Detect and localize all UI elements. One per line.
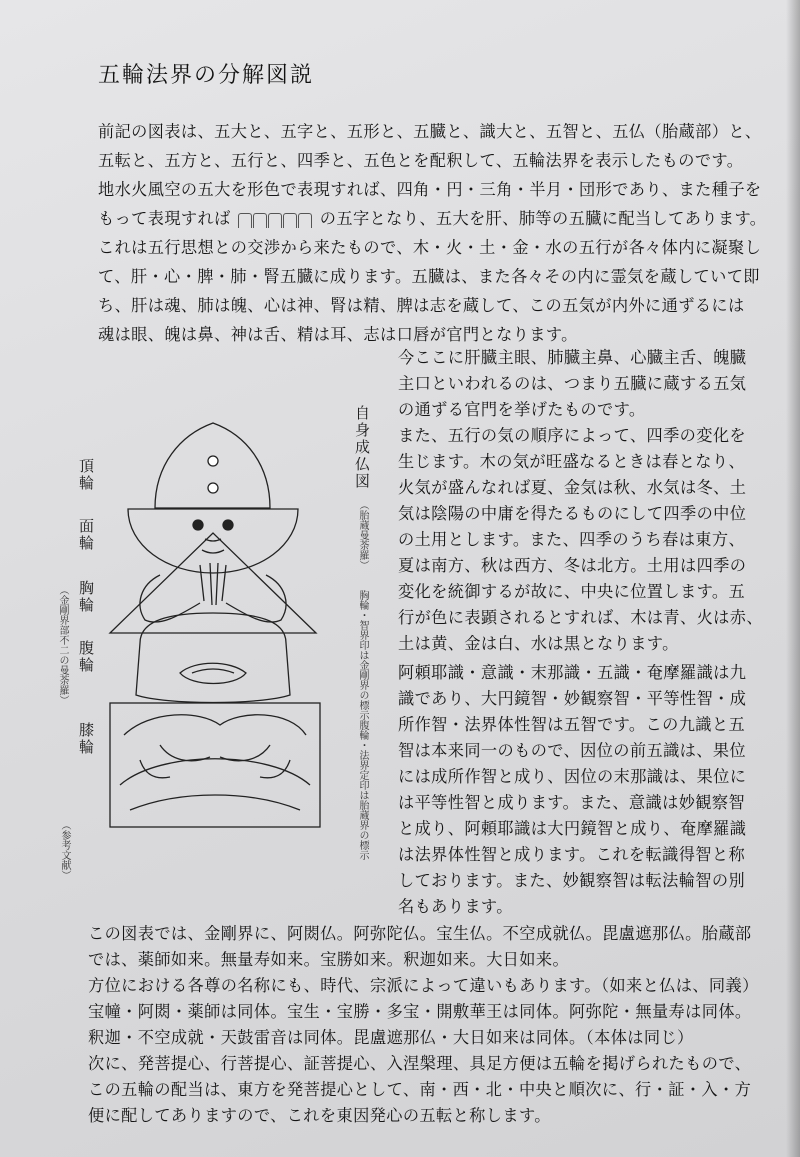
text-line: 所作智・法界体性智は五智です。この九識と五	[398, 715, 746, 734]
chest-triangle-shape	[110, 533, 316, 633]
label-crown-wheel: 頂輪	[77, 458, 95, 492]
siddham-seed-glyphs-icon	[236, 213, 314, 227]
label-knee-wheel: 膝輪	[77, 722, 95, 756]
text-line: 主口といわれるのは、つまり五臓に蔵する五気	[398, 374, 747, 393]
text-line: 智は本来同一のもので、因位の前五識は、果位	[398, 741, 747, 760]
jewel-dot	[208, 456, 218, 466]
text-line: は法界体性智と成ります。これを転識得智と称	[398, 845, 746, 864]
text-line: 五転と、五方と、五行と、四季と、五色とを配釈して、五輪法界を表示したものです。	[98, 151, 744, 170]
text-line: 釈迦・不空成就・天鼓雷音は同体。毘盧遮那仏・大日如来は同体。（本体は同じ）	[88, 1028, 694, 1047]
page-edge-shadow	[786, 0, 800, 1157]
text-line: ち、肝は魂、肺は魄、心は神、腎は精、脾は志を蔵して、この五気が内外に通ずるには	[98, 296, 745, 315]
text-line: では、薬師如来。無量寿如来。宝勝如来。釈迦如来。大日如来。	[88, 950, 570, 969]
text-line: 魂は眼、魄は鼻、神は舌、精は耳、志は口唇が官門となります。	[98, 325, 578, 344]
label-chest-wheel: 胸輪	[77, 580, 95, 614]
text-line: 今ここに肝臓主眼、肺臓主鼻、心臓主舌、魄臓	[398, 348, 747, 367]
eye	[193, 520, 203, 530]
text-line: 夏は南方、秋は西方、冬は北方。土用は四季の	[398, 556, 747, 575]
text-line: 宝幢・阿閦・薬師は同体。宝生・宝勝・多宝・開敷華王は同体。阿弥陀・無量寿は同体。	[88, 1002, 752, 1021]
text-line: この図表では、金剛界に、阿閦仏。阿弥陀仏。宝生仏。不空成就仏。毘盧遮那仏。胎蔵部	[88, 924, 752, 943]
text-line: また、五行の気の順序によって、四季の変化を	[398, 426, 747, 445]
text-line: 気は陰陽の中庸を得たるものにして四季の中位	[398, 504, 747, 523]
text-line: しております。また、妙観察智は転法輪智の別	[398, 871, 746, 890]
text-line: と成り、阿頼耶識は大円鏡智と成り、奄摩羅識	[398, 819, 747, 838]
text-line: 地水火風空の五大を形色で表現すれば、四角・円・三角・半月・団形であり、また種子を	[98, 180, 762, 199]
text-line: の土用とします。また、四季のうち春は東方、	[398, 530, 746, 549]
eye	[223, 520, 233, 530]
abdomen-circle-shape	[136, 613, 290, 703]
text-line: 方位における各尊の名称にも、時代、宗派によって違いもあります。（如来と仏は、同義）	[88, 976, 759, 995]
text-line: 便に配してありますので、これを東因発心の五転と称します。	[88, 1106, 551, 1125]
page-title: 五輪法界の分解図説	[98, 63, 315, 88]
text-line: には成所作智と成り、因位の末那識は、果位に	[398, 767, 747, 786]
text-fragment: の五字となり、五大を肝、肺等の五臓に配当してあります。	[319, 209, 767, 228]
figure-note-chest: 胸輪・智界印は金剛界の標示	[357, 590, 368, 720]
figure-note-abdomen: 腹輪・法界定印は胎蔵界の標示	[357, 720, 368, 860]
text-line: 阿頼耶識・意識・末那識・五識・奄摩羅識は九	[398, 663, 747, 682]
text-line: て、肝・心・脾・肺・腎五臓に成ります。五臓は、また各々その内に霊気を蔵していて即	[98, 267, 760, 286]
label-abdomen-wheel: 腹輪	[77, 640, 95, 674]
text-fragment: もって表現すれば	[98, 209, 231, 228]
text-line: 生じます。木の気が旺盛なるときは春となり、	[398, 452, 746, 471]
text-line: は平等性智と成ります。また、意識は妙観察智	[398, 793, 746, 812]
label-face-wheel: 面輪	[77, 518, 95, 552]
figure-reference: （参考文献）	[59, 820, 70, 880]
text-line: 行が色に表顕されるとすれば、木は青、火は赤、	[398, 608, 763, 627]
text-line: この五輪の配当は、東方を発菩提心として、南・西・北・中央と順次に、行・証・入・方	[88, 1080, 752, 1099]
figure-left-note: （金剛界部不二の曼荼羅）	[57, 585, 68, 705]
text-line: の通ずる官門を挙げたものです。	[398, 400, 646, 419]
figure-title: 自身成仏図	[353, 405, 371, 490]
text-line: 識であり、大円鏡智・妙観察智・平等性智・成	[398, 689, 747, 708]
five-wheel-buddha-figure	[100, 405, 340, 835]
figure-subtitle: （胎蔵曼荼羅）	[357, 500, 368, 570]
text-line	[98, 205, 766, 229]
text-line: 名もあります。	[398, 897, 513, 916]
text-line: 変化を統御するが故に、中央に位置します。五	[398, 582, 746, 601]
text-line: 土は黄、金は白、水は黒となります。	[398, 634, 679, 653]
text-line: 前記の図表は、五大と、五字と、五形と、五臓と、識大と、五智と、五仏（胎蔵部）と、	[98, 122, 762, 141]
text-line: これは五行思想との交渉から来たもので、木・火・土・金・水の五行が各々体内に凝聚し	[98, 238, 762, 257]
text-line: 次に、発菩提心、行菩提心、証菩提心、入涅槃理、具足方便は五輪を掲げられたもので、	[88, 1054, 752, 1073]
text-line: 火気が盛んなれば夏、金気は秋、水気は冬、土	[398, 478, 747, 497]
jewel-dot	[208, 483, 218, 493]
